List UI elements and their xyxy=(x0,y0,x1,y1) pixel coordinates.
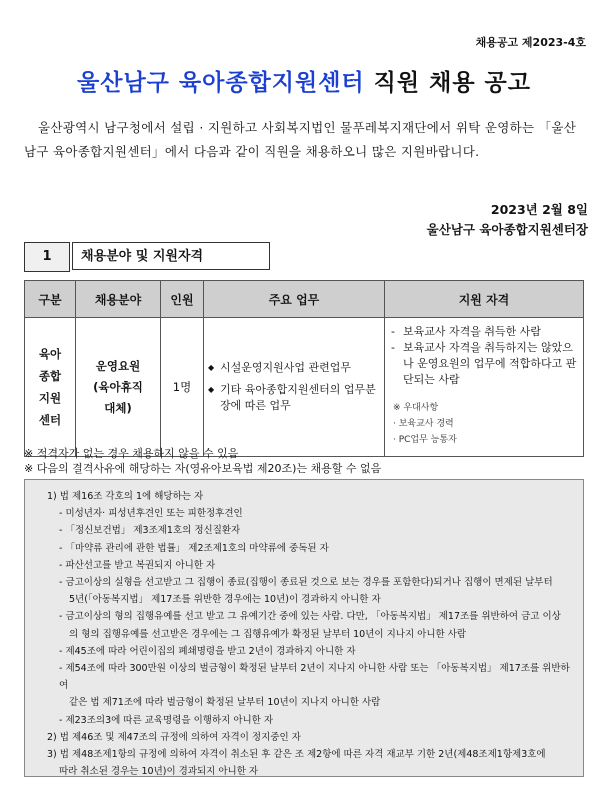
intro-paragraph: 울산광역시 남구청에서 설립 · 지원하고 사회복지법인 물푸레복지재단에서 위탁 운영하는 「울산남구 육아종합지원센터」에서 다음과 같이 직원을 채용하오니 많은 지원바랍니다. xyxy=(24,120,577,159)
gubun-line: 지원 xyxy=(38,391,62,405)
notice-date: 2023년 2월 8일 xyxy=(490,202,588,217)
disqualification-line: 3) 법 제48조제1항의 규정에 의하여 자격이 취소된 후 같은 조 제2항에 따른 자격 재교부 기한 2년(제48조제1항제3호에 xyxy=(47,749,546,761)
header-qualifications: 지원 자격 xyxy=(385,281,584,318)
cell-gubun xyxy=(25,318,76,457)
qualification-text: 보육교사 자격을 취득하지는 않았으나 운영요원의 업무에 적합하다고 판단되는 사람 xyxy=(403,341,577,386)
disqualification-line: 5년(「아동복지법」 제17조를 위반한 경우에는 10년)이 경과하지 아니한 자 xyxy=(69,594,381,606)
disqualification-line: - 「정신보건법」 제3조제1호의 정신질환자 xyxy=(59,525,241,537)
duty-item xyxy=(208,360,380,376)
disqualification-line: - 제54조에 따라 300만원 이상의 벌금형이 확정된 날부터 2년이 지나지 아니한 사람 또는 「아동복지법」 제17조를 위반하여 xyxy=(59,663,570,692)
field-line: (육아휴직 xyxy=(93,379,143,394)
preferences-title: ※ 우대사항 xyxy=(393,403,439,413)
header-count: 인원 xyxy=(161,281,204,318)
cell-count: 1명 xyxy=(161,318,204,457)
field-line: 운영요원 xyxy=(95,358,141,373)
qualification-item xyxy=(391,340,579,388)
gubun-line: 종합 xyxy=(38,369,62,383)
table-header-row xyxy=(25,281,584,318)
diamond-bullet-icon: ◆ xyxy=(208,385,215,394)
note-line: ※ 다음의 결격사유에 해당하는 자(영유아보육법 제20조)는 채용할 수 없음 xyxy=(24,462,382,475)
table-row xyxy=(25,318,584,457)
header-gubun: 구분 xyxy=(25,281,76,318)
disqualification-box xyxy=(24,479,584,777)
section-number: 1 xyxy=(24,242,70,272)
duty-item xyxy=(208,382,380,414)
cell-field xyxy=(76,318,161,457)
disqualification-line: - 「마약류 관리에 관한 법률」 제2조제1호의 마약류에 중독된 자 xyxy=(59,542,329,554)
header-field: 채용분야 xyxy=(76,281,161,318)
disqualification-line: - 금고이상의 실형을 선고받고 그 집행이 종료(집행이 종료된 것으로 보는 경우를 포함한다)되거나 집행이 면제된 날부터 xyxy=(59,577,553,589)
preferences xyxy=(391,400,579,448)
disqualification-line: 1) 법 제16조 각호의 1에 해당하는 자 xyxy=(47,491,204,502)
title-org: 울산남구 육아종합지원센터 xyxy=(77,70,365,96)
disqualification-line: - 제23조의3에 따른 교육명령을 이행하지 아니한 자 xyxy=(59,714,274,726)
cell-qualifications xyxy=(385,318,584,457)
disqualification-line: - 제45조에 따라 어린이집의 폐쇄명령을 받고 2년이 경과하지 아니한 자 xyxy=(59,645,356,657)
disqualification-line: 의 형의 집행유예를 선고받은 경우에는 그 집행유예가 확정된 날부터 10년이 지나지 아니한 사람 xyxy=(69,628,467,640)
duty-text: 기타 육아종합지원센터의 업무분장에 따른 업무 xyxy=(220,383,376,412)
disqualification-line: - 파산선고를 받고 복권되지 아니한 자 xyxy=(59,559,216,571)
dash-bullet-icon: - xyxy=(391,325,395,338)
gubun-line: 센터 xyxy=(38,413,62,427)
diamond-bullet-icon: ◆ xyxy=(208,363,215,372)
dash-bullet-icon: - xyxy=(391,341,395,354)
page-title xyxy=(0,64,608,97)
notes xyxy=(24,446,584,476)
disqualification-line: 따라 취소된 경우는 10년)이 경과되지 아니한 자 xyxy=(59,766,259,778)
qualification-text: 보육교사 자격을 취득한 사람 xyxy=(403,325,542,338)
cell-duties xyxy=(204,318,385,457)
title-main: 직원 채용 공고 xyxy=(373,70,531,96)
note-line: ※ 적격자가 없는 경우 채용하지 않을 수 있음 xyxy=(24,447,239,460)
preference-item: · PC업무 능통자 xyxy=(393,435,457,445)
gubun-line: 육아 xyxy=(38,347,62,361)
disqualification-line: - 미성년자· 피성년후견인 또는 피한정후견인 xyxy=(59,508,243,520)
duty-text: 시설운영지원사업 관련업무 xyxy=(220,361,352,374)
disqualification-line: - 금고이상의 형의 집행유예를 선고 받고 그 유예기간 중에 있는 사람. 다만, 「아동복지법」 제17조를 위반하여 금고 이상 xyxy=(59,611,561,623)
issuing-org: 울산남구 육아종합지원센터장 xyxy=(426,222,588,237)
qualification-item xyxy=(391,324,579,340)
disqualification-line: 2) 법 제46조 및 제47조의 규정에 의하여 자격이 정지중인 자 xyxy=(47,731,301,743)
field-line: 대체) xyxy=(104,400,132,415)
preference-item: · 보육교사 경력 xyxy=(393,419,454,429)
disqualification-line: 같은 법 제71조에 따라 벌금형이 확정된 날부터 10년이 지나지 아니한 사람 xyxy=(69,697,381,709)
recruitment-table xyxy=(24,280,584,457)
section-title: 채용분야 및 지원자격 xyxy=(72,242,270,270)
header-duties: 주요 업무 xyxy=(204,281,385,318)
notice-number: 채용공고 제2023-4호 xyxy=(475,36,586,49)
